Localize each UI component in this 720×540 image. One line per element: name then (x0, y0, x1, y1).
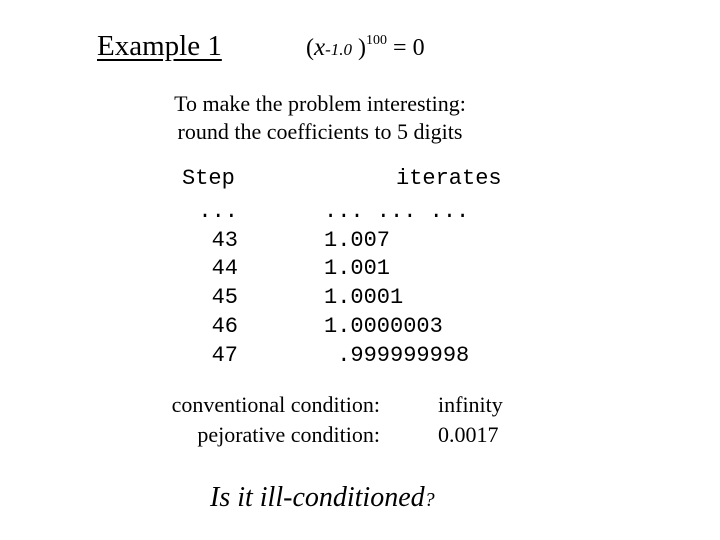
step-value: 44 (211, 256, 238, 282)
step-column-header: Step (182, 166, 235, 191)
conventional-condition-value: infinity (438, 392, 503, 417)
pejorative-condition-label: pejorative condition: (197, 422, 380, 447)
iterate-value: .999999998 (324, 342, 470, 368)
equation-variable: x (314, 34, 326, 61)
closing-question (210, 482, 435, 514)
condition-labels (80, 390, 380, 450)
conventional-condition-label: conventional condition: (171, 392, 380, 417)
iterate-value: 1.007 (324, 227, 391, 253)
equation-exponent: 100 (366, 33, 388, 48)
step-value: ... (198, 199, 238, 224)
intro-text (0, 90, 640, 146)
intro-line: To make the problem interesting: (174, 91, 466, 116)
question-mark: ? (424, 489, 435, 511)
step-column (150, 198, 238, 370)
step-value: 46 (211, 313, 238, 339)
equation (306, 34, 425, 62)
slide-title: Example 1 (97, 30, 222, 62)
equation-open-paren: ( (306, 35, 314, 61)
iterate-value: 1.001 (324, 256, 391, 282)
step-value: 45 (211, 285, 238, 311)
iterates-column-header: iterates (396, 166, 502, 191)
step-value: 47 (211, 342, 238, 368)
equation-root: -1.0 (325, 40, 353, 59)
condition-values (438, 390, 503, 450)
iterate-value: 1.0001 (324, 285, 404, 311)
equation-rhs: = 0 (387, 35, 425, 61)
pejorative-condition-value: 0.0017 (438, 422, 499, 447)
iterates-column (324, 198, 469, 370)
iterate-value: ... ... ... (324, 199, 470, 224)
step-value: 43 (211, 227, 238, 253)
equation-close-paren: ) (352, 35, 367, 61)
iterate-value: 1.0000003 (324, 313, 443, 339)
question-text: Is it ill-conditioned (210, 482, 425, 513)
intro-line: round the coefficients to 5 digits (177, 119, 463, 144)
